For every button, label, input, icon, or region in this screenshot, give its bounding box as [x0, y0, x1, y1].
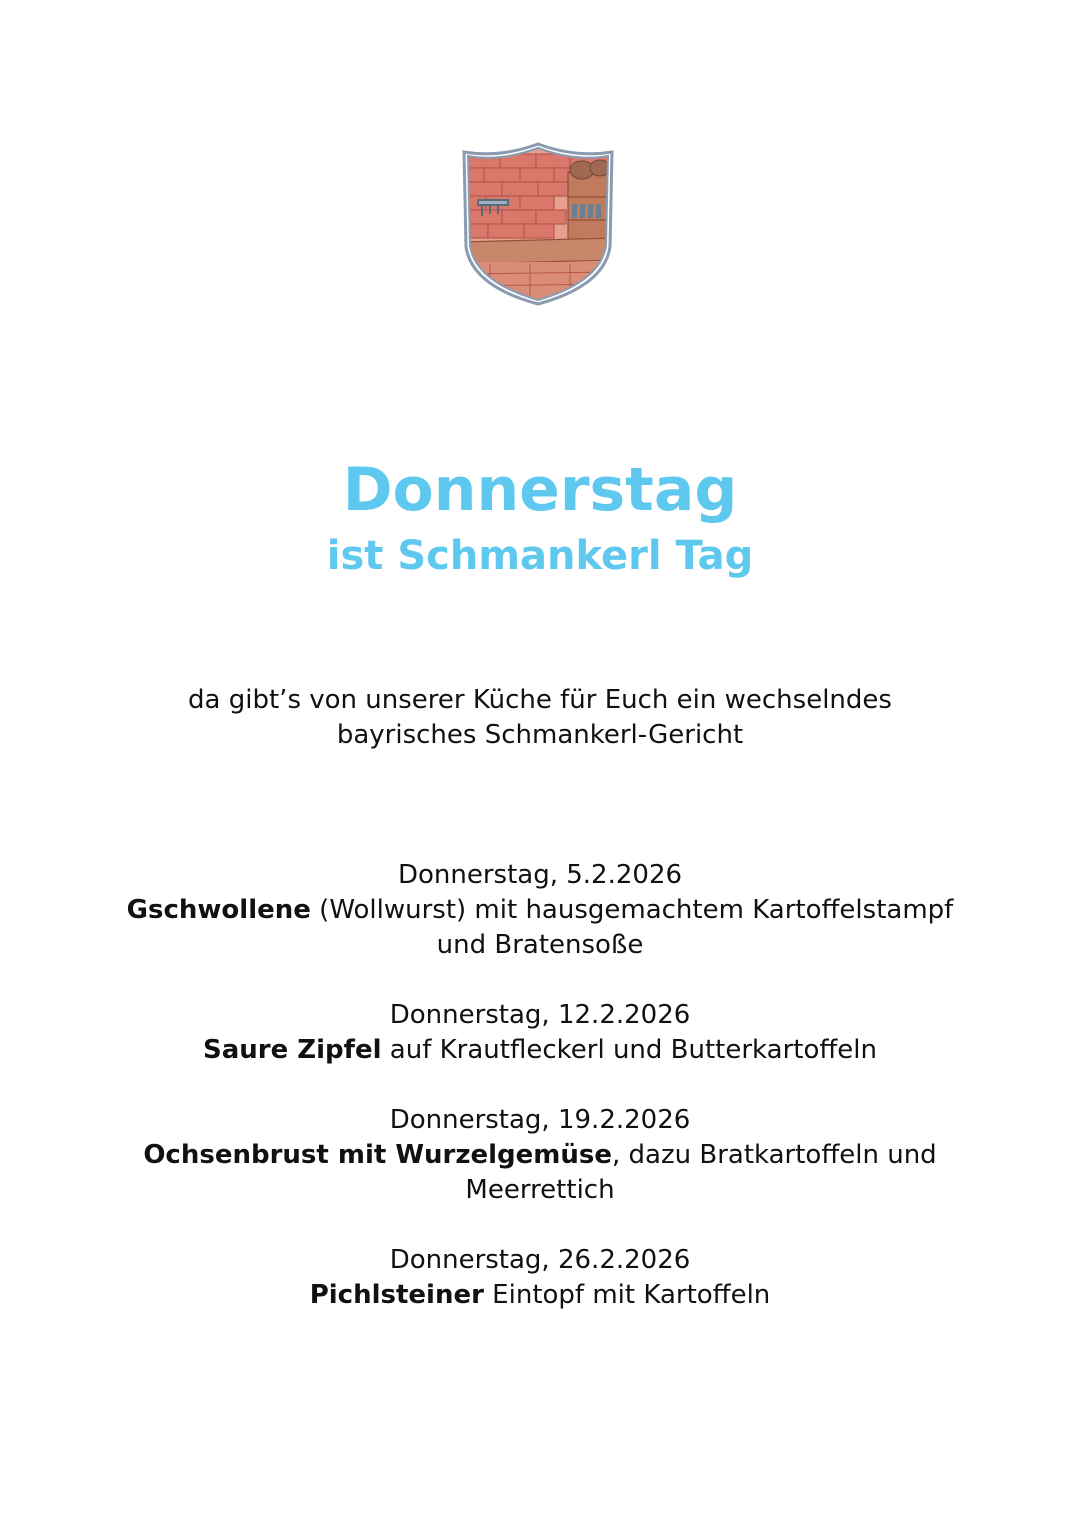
- dish-description: auf Krautfleckerl und Butterkartoffeln: [381, 1035, 877, 1065]
- menu-item: [120, 1103, 960, 1208]
- menu-item-date: Donnerstag, 5.2.2026: [397, 860, 683, 890]
- heading-donnerstag: Donnerstag: [342, 455, 738, 525]
- menu-item-dish: [120, 893, 960, 963]
- tavern-shield-logo: [460, 142, 616, 306]
- intro-line-1: da gibt’s von unserer Küche für Euch ein wechselndes: [188, 685, 892, 715]
- dish-description: (Wollwurst) mit hausgemachtem Kartoffelstampf und Bratensoße: [310, 895, 954, 960]
- dish-name: Saure Zipfel: [203, 1035, 382, 1065]
- menu-item: [120, 998, 960, 1068]
- menu-item-date: Donnerstag, 26.2.2026: [389, 1245, 691, 1275]
- menu-item-dish: [120, 1033, 960, 1068]
- intro-text: [0, 683, 1080, 753]
- dish-name: Gschwollene: [126, 895, 311, 925]
- dish-description: , dazu Bratkartoffeln und Meerrettich: [465, 1140, 937, 1205]
- dish-description: Eintopf mit Kartoffeln: [483, 1280, 771, 1310]
- menu-item: [120, 1243, 960, 1313]
- menu-item: [120, 858, 960, 963]
- dish-name: Pichlsteiner: [309, 1280, 484, 1310]
- dish-name: Ochsenbrust mit Wurzelgemüse: [143, 1140, 612, 1170]
- menu-item-date: Donnerstag, 12.2.2026: [389, 1000, 691, 1030]
- intro-line-2: bayrisches Schmankerl-Gericht: [336, 720, 744, 750]
- menu-item-dish: [120, 1278, 960, 1313]
- heading-schmankerl-tag: ist Schmankerl Tag: [326, 533, 754, 579]
- menu-item-dish: [120, 1138, 960, 1208]
- menu-item-date: Donnerstag, 19.2.2026: [389, 1105, 691, 1135]
